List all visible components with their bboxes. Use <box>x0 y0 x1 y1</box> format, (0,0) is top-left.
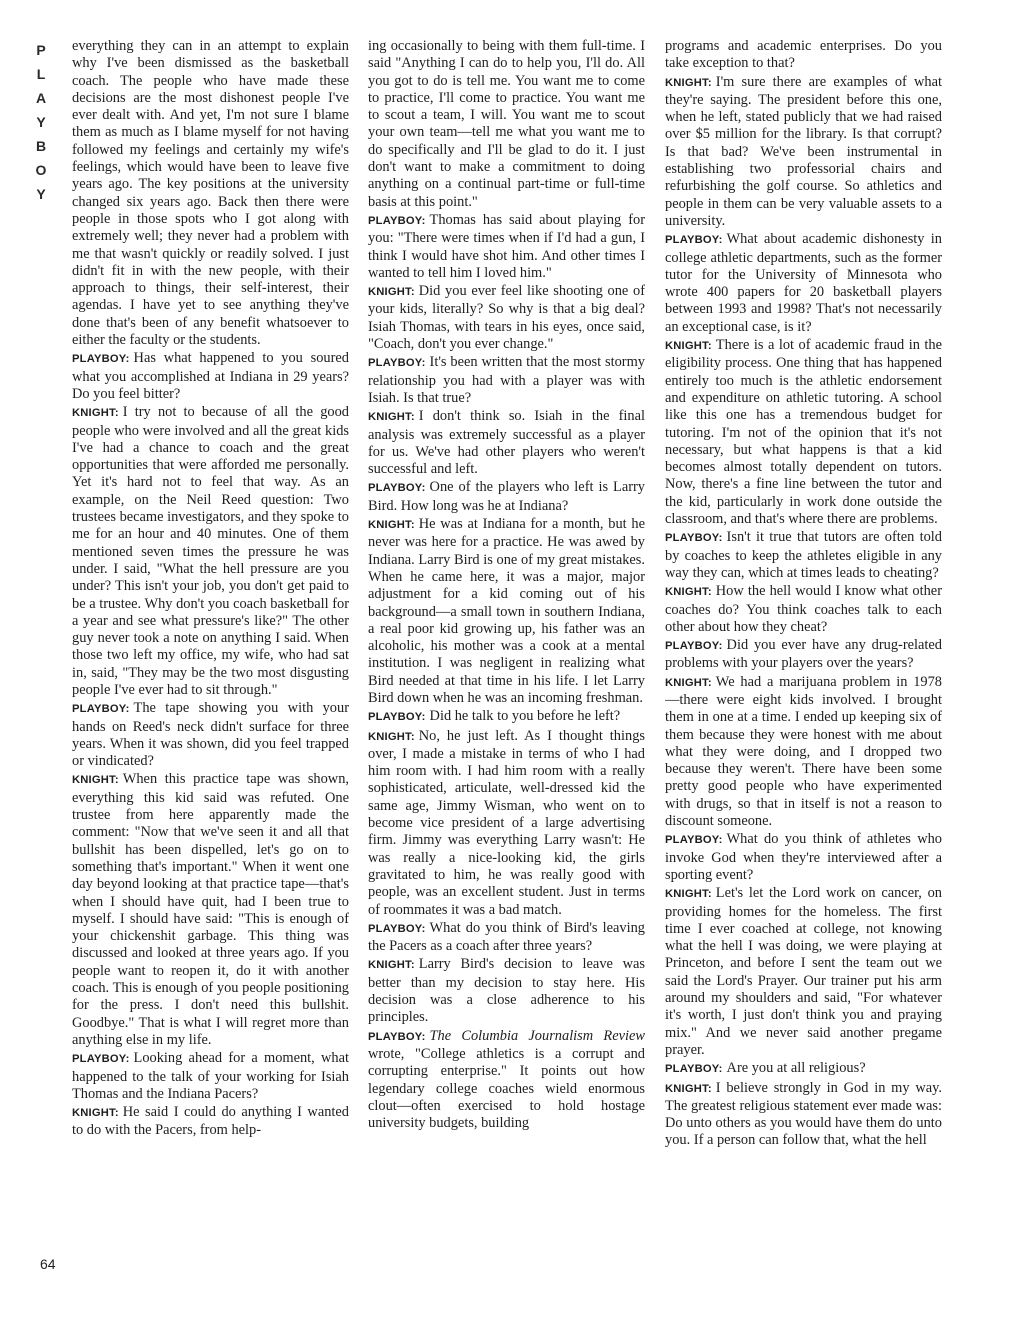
speaker-label: PLAYBOY: <box>72 703 130 716</box>
paragraph <box>665 885 942 1059</box>
speaker-label: PLAYBOY: <box>368 482 426 495</box>
text-column-3 <box>665 38 942 1278</box>
paragraph <box>72 1104 349 1140</box>
speaker-label: PLAYBOY: <box>665 1063 723 1076</box>
paragraph-text: Has what happened to you soured what you accomplished at Indiana in 29 years? Do you feel bitter? <box>72 350 349 402</box>
paragraph-text: ing occasionally to being with them full-time. I said "Anything I can do to help you, I'll do. All you got to do is tell me. You want me to come to practice, I'll come to practice. You want me to scout a team, I will. You want me to scout your own team—tell me what you want me to do specifically and I'll be glad to do it. I just don't want to make a commitment to doing anything on a continual part-time or full-time basis at this point." <box>368 38 645 210</box>
paragraph-text: Isn't it true that tutors are often told by coaches to keep the athletes eligible in any way they can, which at times leads to cheating? <box>665 529 942 581</box>
running-head <box>28 38 54 206</box>
paragraph <box>368 354 645 407</box>
speaker-label: KNIGHT: <box>665 76 712 89</box>
paragraph <box>72 404 349 699</box>
paragraph <box>665 529 942 582</box>
paragraph <box>368 956 645 1026</box>
speaker-label: KNIGHT: <box>72 1107 119 1120</box>
speaker-label: KNIGHT: <box>368 730 415 743</box>
speaker-label: KNIGHT: <box>368 519 415 532</box>
speaker-label: KNIGHT: <box>368 411 415 424</box>
paragraph-text: I'm sure there are examples of what they're saying. The president before this one, when he left, stated publicly that we had raised over $5 million for the library. Is that corrupt? Is that bad? We've been instrumental in establishing two professorial chairs and refurbishing the golf course. So athletics and people in them can be very valuable assets to a university. <box>665 73 942 229</box>
paragraph <box>368 1028 645 1133</box>
speaker-label: PLAYBOY: <box>72 1053 130 1066</box>
paragraph-text: How the hell would I know what other coaches do? You think coaches talk to each other about how they cheat? <box>665 583 942 635</box>
paragraph <box>72 350 349 403</box>
paragraph <box>72 1050 349 1103</box>
paragraph-text: wrote, "College athletics is a corrupt and corrupting enterprise." It points out how legendary college coaches wield enormous clout—often exercised to hold hostage university budgets, building <box>368 1045 645 1132</box>
speaker-label: PLAYBOY: <box>368 214 426 227</box>
paragraph-text: When this practice tape was shown, everything this kid said was refuted. One trustee from here apparently made the comment: "Now that we've seen it and all that bullshit has been dispelled, let's go on to something that's important." When it went one day beyond looking at that practice tape—that's when I should have quit, had I been true to myself. I should have said: "This is enough of your chickenshit garbage. This thing was discussed and looked at three years ago. If you people want to reopen it, do it with another coach. This is enough of you people positioning for the press. I don't need this bullshit. Goodbye." That is what I will regret more than anything else in my life. <box>72 771 349 1048</box>
paragraph-text: Let's let the Lord work on cancer, on providing homes for the homeless. The first time I ever coached at college, not knowing what the hell I was doing, we were playing at Princeton, and before I sent the team out we said the Lord's Prayer. Our trainer put his arm around my shoulders and said, "For whatever it's worth, I just don't think you and praying mix." And we never said another pregame prayer. <box>665 885 942 1058</box>
speaker-label: KNIGHT: <box>665 586 712 599</box>
speaker-label: PLAYBOY: <box>368 922 426 935</box>
paragraph-text: I try not to because of all the good people who were involved and all the great kids I've had a chance to coach and the great opportunities that were afforded me personally. Yet it's hard not to feel that way. As an example, on the Neil Reed question: Two trustees became investigators, and they spoke to me for an hour and 40 minutes. One of them mentioned seven times the pressure he was under. I said, "What the hell pressure are you under? This isn't your job, you don't get paid to be a trustee. Why don't you coach basketball for a year and see what pressure's like?" The other guy never took a note on anything I said. When those two left my office, my wife, who had sat in, said, "They may be the two most disgusting people I've ever had to sit through." <box>72 404 349 698</box>
paragraph <box>72 700 349 770</box>
speaker-label: KNIGHT: <box>665 888 712 901</box>
speaker-label: PLAYBOY: <box>665 640 723 653</box>
paragraph-text: Did he talk to you before he left? <box>429 708 621 725</box>
paragraph-text: Larry Bird's decision to leave was better than my decision to stay here. His decision was a close adherence to his principles. <box>368 956 645 1026</box>
paragraph-text: Thomas has said about playing for you: "There were times when if I'd had a gun, I think I would have shot him. And other times I wanted to tell him I loved him." <box>368 211 645 281</box>
paragraph-text: I believe strongly in God in my way. The greatest religious statement ever made was: Do unto others as you would have them do unto you. If a person can follow that, what the hell <box>665 1079 942 1149</box>
paragraph-text: It's been written that the most stormy relationship you had with a player was with Isiah. Is that true? <box>368 354 645 406</box>
paragraph <box>368 212 645 282</box>
paragraph <box>368 708 645 726</box>
speaker-label: KNIGHT: <box>665 1082 712 1095</box>
paragraph <box>665 337 942 528</box>
speaker-label: KNIGHT: <box>368 286 415 299</box>
paragraph <box>665 1060 942 1078</box>
paragraph <box>665 637 942 673</box>
paragraph <box>368 728 645 919</box>
text-column-1 <box>72 38 349 1278</box>
paragraph <box>72 38 349 349</box>
speaker-label: PLAYBOY: <box>665 834 723 847</box>
paragraph-text: Did you ever feel like shooting one of your kids, literally? So why is that a big deal? Isiah Thomas, with tears in his eyes, once said, "Coach, don't you ever change." <box>368 283 645 353</box>
paragraph <box>665 831 942 884</box>
speaker-label: KNIGHT: <box>368 959 415 972</box>
speaker-label: PLAYBOY: <box>72 353 130 366</box>
italic-title: The Columbia Journalism Review <box>429 1027 645 1044</box>
speaker-label: KNIGHT: <box>72 407 119 420</box>
paragraph <box>368 38 645 211</box>
paragraph-text: What do you think of Bird's leaving the Pacers as a coach after three years? <box>368 919 645 955</box>
paragraph-text: He was at Indiana for a month, but he never was here for a practice. He was awed by Indiana. Larry Bird is one of my great mistakes. When he came here, it was a major, major adjustment for a kid coming out of his background—a small town in southern Indiana, a real poor kid growing up, his father was an alcoholic, his mother was a cook at a mental institution. I was negligent in realizing what Bird needed at that time in his life. I let Larry Bird down when he was an incoming freshman. <box>368 516 645 706</box>
running-head-letter: L <box>36 66 46 82</box>
paragraph-text: everything they can in an attempt to explain why I've been dismissed as the basketball coach. The people who have made these decisions are the most dishonest people I've ever dealt with. And yet, I'm not sure I blame them as much as I blame myself for not having followed my feelings and certainly my wife's feelings, which would have been to leave five years ago. The key positions at the university changed six years ago. Back then there were people in those spots who I got along with extremely well; they never had a problem with me that wasn't quickly or readily solved. I just didn't fit in with the new people, with their approach to things, their self-interest, their agendas. I have yet to see anything they've done that's been of any benefit whatsoever to either the faculty or the students. <box>72 38 349 349</box>
speaker-label: KNIGHT: <box>665 340 712 353</box>
paragraph <box>368 283 645 353</box>
speaker-label: PLAYBOY: <box>368 711 426 724</box>
paragraph <box>665 1080 942 1150</box>
speaker-label: PLAYBOY: <box>368 1030 426 1043</box>
paragraph-text: Looking ahead for a moment, what happened to the talk of your working for Isiah Thomas and the Indiana Pacers? <box>72 1050 349 1102</box>
paragraph-text: There is a lot of academic fraud in the eligibility process. One thing that has happened entirely too much is the athletic endorsement and expenditure on athletic tutoring. A school like this one has a tremendous budget for tutoring. I'm not of the opinion that it's not necessary, but what happens is that a kid becomes almost totally dependent on tutors. Now, there's a fine line between the tutor and the kid, particularly in work done outside the classroom, and that's where there are problems. <box>665 337 942 528</box>
speaker-label: KNIGHT: <box>665 676 712 689</box>
paragraph <box>665 674 942 831</box>
paragraph-text: What do you think of athletes who invoke God when they're interviewed after a sporting event? <box>665 831 942 883</box>
paragraph-text: I don't think so. Isiah in the final analysis was extremely successful as a player for us. We've had other players who weren't successful and left. <box>368 408 645 478</box>
paragraph <box>368 516 645 707</box>
paragraph <box>368 408 645 478</box>
paragraph <box>72 771 349 1049</box>
paragraph <box>368 920 645 956</box>
paragraph-text: What about academic dishonesty in college athletic departments, such as the former tutor for the University of Minnesota who wrote 400 papers for 20 basketball players between 1993 and 1998? That's not necessarily an exceptional case, is it? <box>665 231 942 335</box>
running-head-letter: Y <box>36 186 46 202</box>
text-column-2 <box>368 38 645 1278</box>
paragraph-text: One of the players who left is Larry Bird. How long was he at Indiana? <box>368 479 645 514</box>
paragraph-text: We had a marijuana problem in 1978—there were eight kids involved. I brought them in one at a time. I ended up keeping six of them because they were honest with me about what they were doing, and I dropped two because they weren't. There have been some pretty good people who have experimented with drugs, so that in itself is not a reason to discount someone. <box>665 673 942 830</box>
paragraph <box>665 74 942 231</box>
paragraph-text: No, he just left. As I thought things over, I made a mistake in terms of who I had him room with. I had him room with a really sophisticated, articulate, well-dressed kid the same age, Jimmy Wisman, who went on to become vice president of a large advertising firm. Jimmy was everything Larry wasn't: He was really a nice-looking kid, the girls gravitated to him, he was really good with people, was an excellent student. Just in terms of roommates it was a bad match. <box>368 727 645 918</box>
speaker-label: PLAYBOY: <box>665 532 723 545</box>
paragraph-text: The tape showing you with your hands on Reed's neck didn't surface for three years. When it was shown, did you feel trapped or vindicated? <box>72 700 349 770</box>
running-head-letter: A <box>35 90 47 106</box>
paragraph-text: He said I could do anything I wanted to do with the Pacers, from help- <box>72 1104 349 1139</box>
running-head-letter: O <box>35 162 47 178</box>
running-head-letter: P <box>36 42 46 58</box>
running-head-letter: Y <box>36 114 46 130</box>
paragraph-text: programs and academic enterprises. Do you take exception to that? <box>665 38 942 72</box>
speaker-label: KNIGHT: <box>72 774 119 787</box>
speaker-label: PLAYBOY: <box>665 234 723 247</box>
paragraph-text: Did you ever have any drug-related problems with your players over the years? <box>665 637 942 672</box>
running-head-letter: B <box>35 138 47 154</box>
paragraph <box>665 38 942 73</box>
paragraph <box>368 479 645 515</box>
paragraph <box>665 231 942 336</box>
page-number: 64 <box>40 1256 56 1272</box>
paragraph <box>665 583 942 636</box>
speaker-label: PLAYBOY: <box>368 357 426 370</box>
paragraph-text: Are you at all religious? <box>726 1060 866 1077</box>
